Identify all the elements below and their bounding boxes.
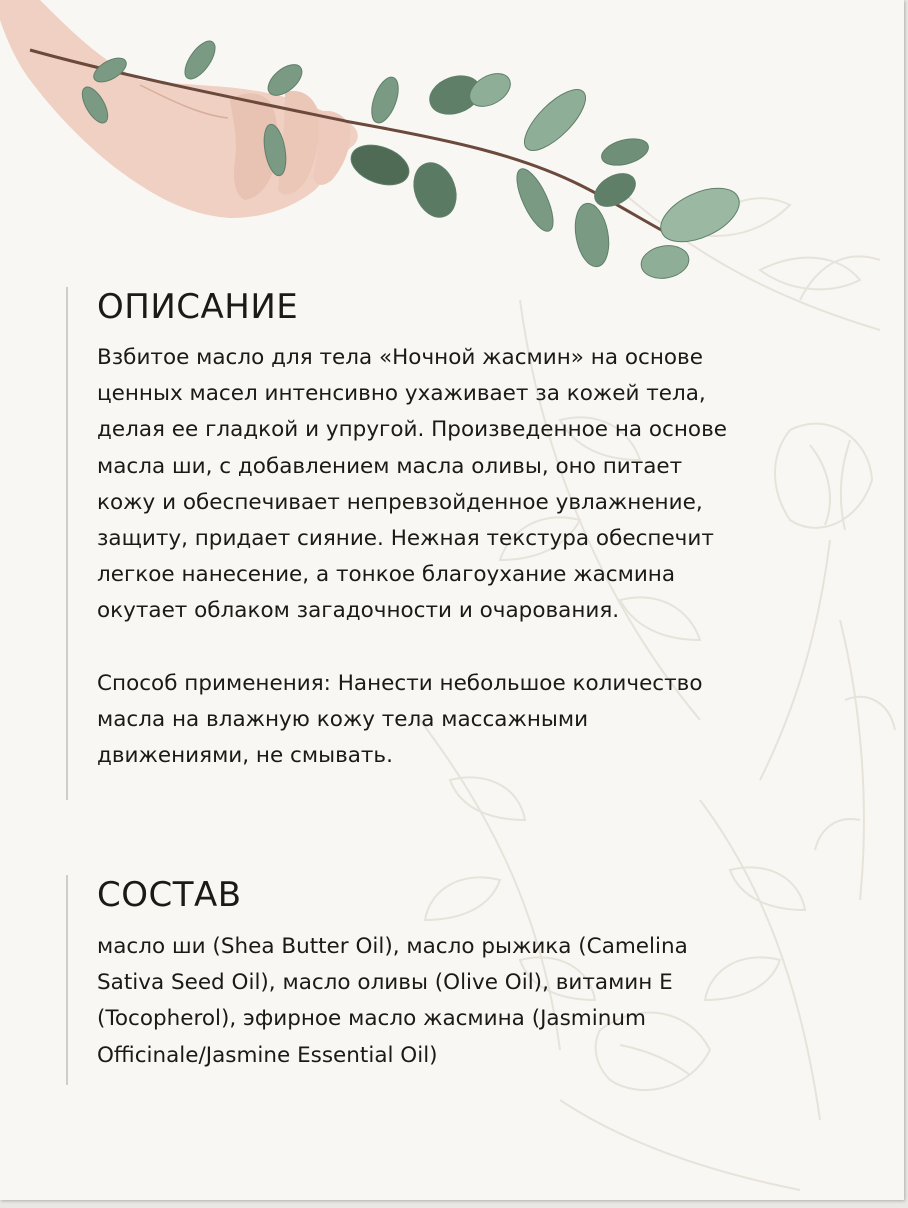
composition-heading: СОСТАВ	[97, 875, 242, 915]
composition-text: масло ши (Shea Butter Oil), масло рыжика (Camelina Sativa Seed Oil), масло оливы (Olive Oil), витамин Е (Tocopherol), эфирное масло жасмина (Jasminum Officinale/Jasmine Essential Oil)	[97, 934, 688, 1068]
description-text: Взбитое масло для тела «Ночной жасмин» на основе ценных масел интенсивно ухаживает за кожей тела, делая ее гладкой и упругой. Произведенное на основе масла ши, с добавлением масла оливы, оно питает кожу и обеспечивает непревзойденное увлажнение, защиту, придает сияние. Нежная текстура обеспечит легкое нанесение, а тонкое благоухание жасмина окутает облаком загадочности и очарования.	[97, 345, 727, 624]
description-section	[66, 287, 837, 800]
usage-instructions-text: Способ применения: Нанести небольшое количество масла на влажную кожу тела массажными движениями, не смывать.	[97, 670, 703, 769]
composition-section	[66, 875, 837, 1085]
hand-with-eucalyptus-illustration	[0, 0, 904, 300]
hand-illustration	[0, 0, 358, 218]
description-heading: ОПИСАНИЕ	[97, 287, 299, 327]
